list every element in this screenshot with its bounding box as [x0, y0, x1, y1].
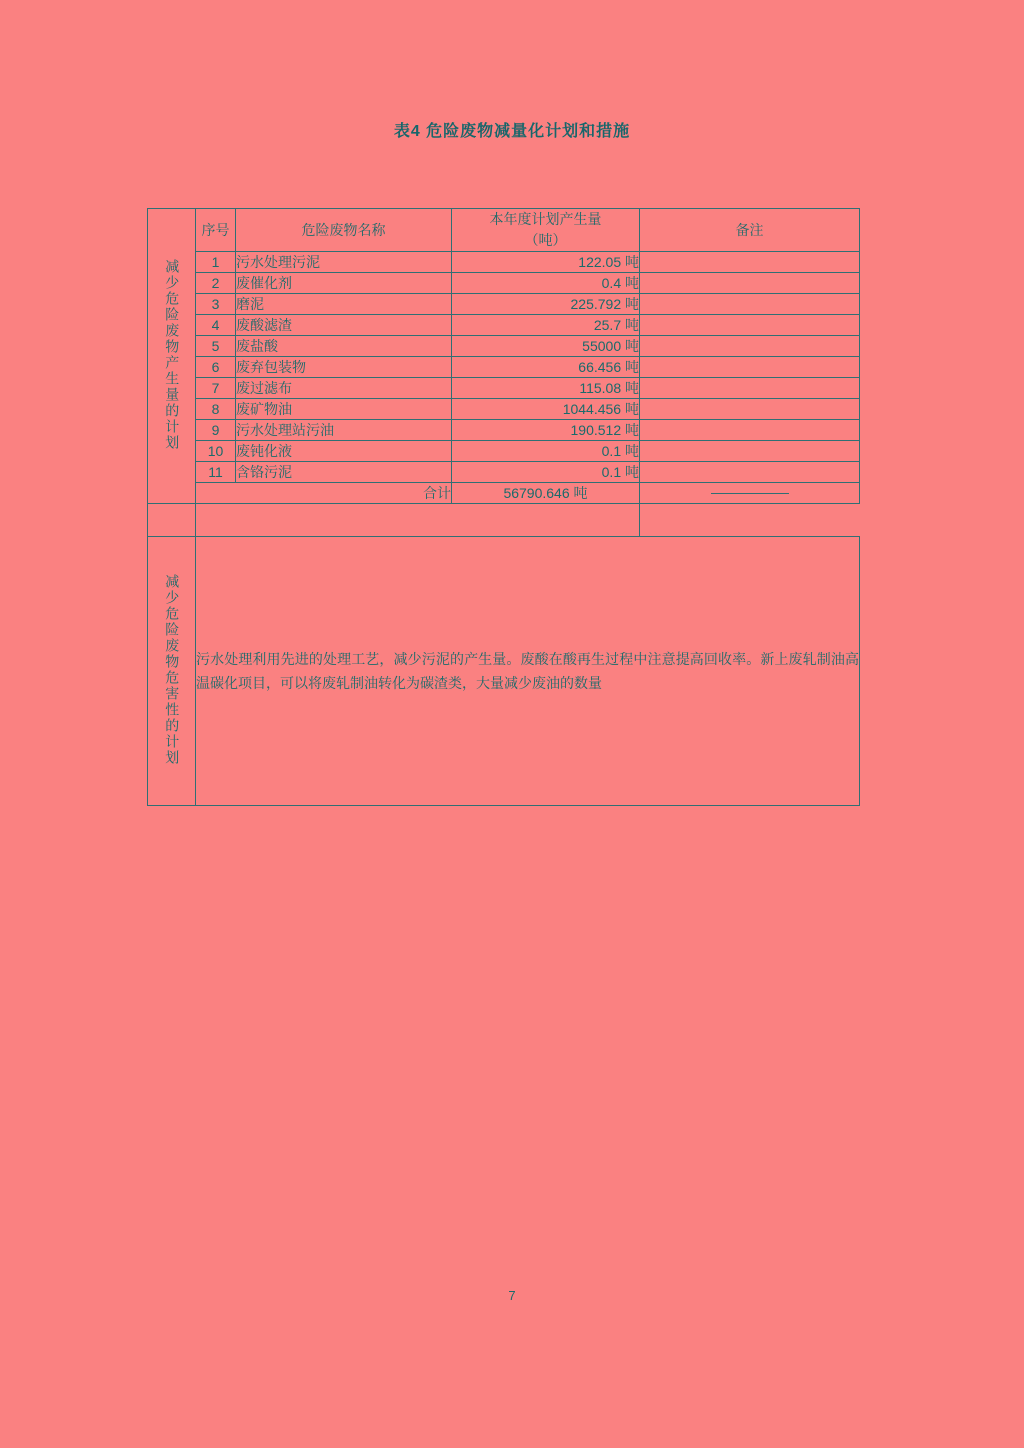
header-amount-line2: （吨）: [524, 232, 567, 248]
table-row: [148, 399, 860, 420]
table-total-row: [148, 483, 860, 504]
spacer-cell: [196, 504, 640, 537]
row-amount: 0.4 吨: [452, 273, 640, 294]
row-note: [640, 294, 860, 315]
row-no: 8: [196, 399, 236, 420]
row-note: [640, 273, 860, 294]
row-name: 污水处理站污油: [236, 420, 452, 441]
header-name: 危险废物名称: [236, 209, 452, 252]
row-name: 废催化剂: [236, 273, 452, 294]
table-row: [148, 315, 860, 336]
row-name: 废矿物油: [236, 399, 452, 420]
row-amount: 66.456 吨: [452, 357, 640, 378]
row-note: [640, 252, 860, 273]
row-amount: 190.512 吨: [452, 420, 640, 441]
side-label-harm-text: 减少危险废物危害性的计划: [164, 573, 181, 766]
side-label-harm: [148, 537, 196, 806]
row-no: 11: [196, 462, 236, 483]
row-name: 含铬污泥: [236, 462, 452, 483]
table-row: [148, 273, 860, 294]
table-header-row: [148, 209, 860, 252]
hazardous-waste-reduction-table: [147, 208, 859, 806]
table-row: [148, 378, 860, 399]
row-amount: 0.1 吨: [452, 441, 640, 462]
main-table: [147, 208, 860, 806]
row-amount: 25.7 吨: [452, 315, 640, 336]
table-row: [148, 462, 860, 483]
row-note: [640, 315, 860, 336]
row-name: 废弃包装物: [236, 357, 452, 378]
table-row: [148, 420, 860, 441]
header-note: 备注: [640, 209, 860, 252]
row-note: [640, 378, 860, 399]
row-name: 废盐酸: [236, 336, 452, 357]
table-row: [148, 336, 860, 357]
row-amount: 55000 吨: [452, 336, 640, 357]
page-title: 表4 危险废物减量化计划和措施: [393, 123, 631, 140]
row-name: 磨泥: [236, 294, 452, 315]
row-amount: 122.05 吨: [452, 252, 640, 273]
header-amount: [452, 209, 640, 252]
page-number: 7: [508, 1288, 516, 1303]
total-label: 合计: [196, 483, 452, 504]
row-no: 6: [196, 357, 236, 378]
row-name: 废过滤布: [236, 378, 452, 399]
row-no: 1: [196, 252, 236, 273]
row-note: [640, 357, 860, 378]
row-note: [640, 462, 860, 483]
side-label-plan-text: 减少危险废物产生量的计划: [164, 258, 181, 451]
row-no: 7: [196, 378, 236, 399]
table-row: [148, 441, 860, 462]
header-amount-line1: 本年度计划产生量: [489, 211, 602, 227]
row-amount: 115.08 吨: [452, 378, 640, 399]
table-row: [148, 357, 860, 378]
table-row: [148, 294, 860, 315]
table-row: [148, 252, 860, 273]
row-name: 废钝化液: [236, 441, 452, 462]
measures-row: [148, 537, 860, 806]
row-note: [640, 399, 860, 420]
row-name: 污水处理污泥: [236, 252, 452, 273]
total-note: [640, 483, 860, 504]
row-no: 5: [196, 336, 236, 357]
row-amount: 225.792 吨: [452, 294, 640, 315]
measures-text: 污水处理利用先进的处理工艺，减少污泥的产生量。废酸在酸再生过程中注意提高回收率。新上废轧制油高温碳化项目，可以将废轧制油转化为碳渣类，大量减少废油的数量: [196, 537, 860, 806]
row-note: [640, 420, 860, 441]
row-no: 9: [196, 420, 236, 441]
table-spacer-row: [148, 504, 860, 537]
side-label-plan: [148, 209, 196, 504]
row-no: 2: [196, 273, 236, 294]
row-note: [640, 336, 860, 357]
row-amount: 0.1 吨: [452, 462, 640, 483]
dash-icon: [711, 493, 789, 495]
row-name: 废酸滤渣: [236, 315, 452, 336]
row-note: [640, 441, 860, 462]
total-amount: 56790.646 吨: [452, 483, 640, 504]
row-no: 4: [196, 315, 236, 336]
row-no: 3: [196, 294, 236, 315]
row-amount: 1044.456 吨: [452, 399, 640, 420]
header-no: 序号: [196, 209, 236, 252]
spacer-side: [148, 504, 196, 537]
row-no: 10: [196, 441, 236, 462]
